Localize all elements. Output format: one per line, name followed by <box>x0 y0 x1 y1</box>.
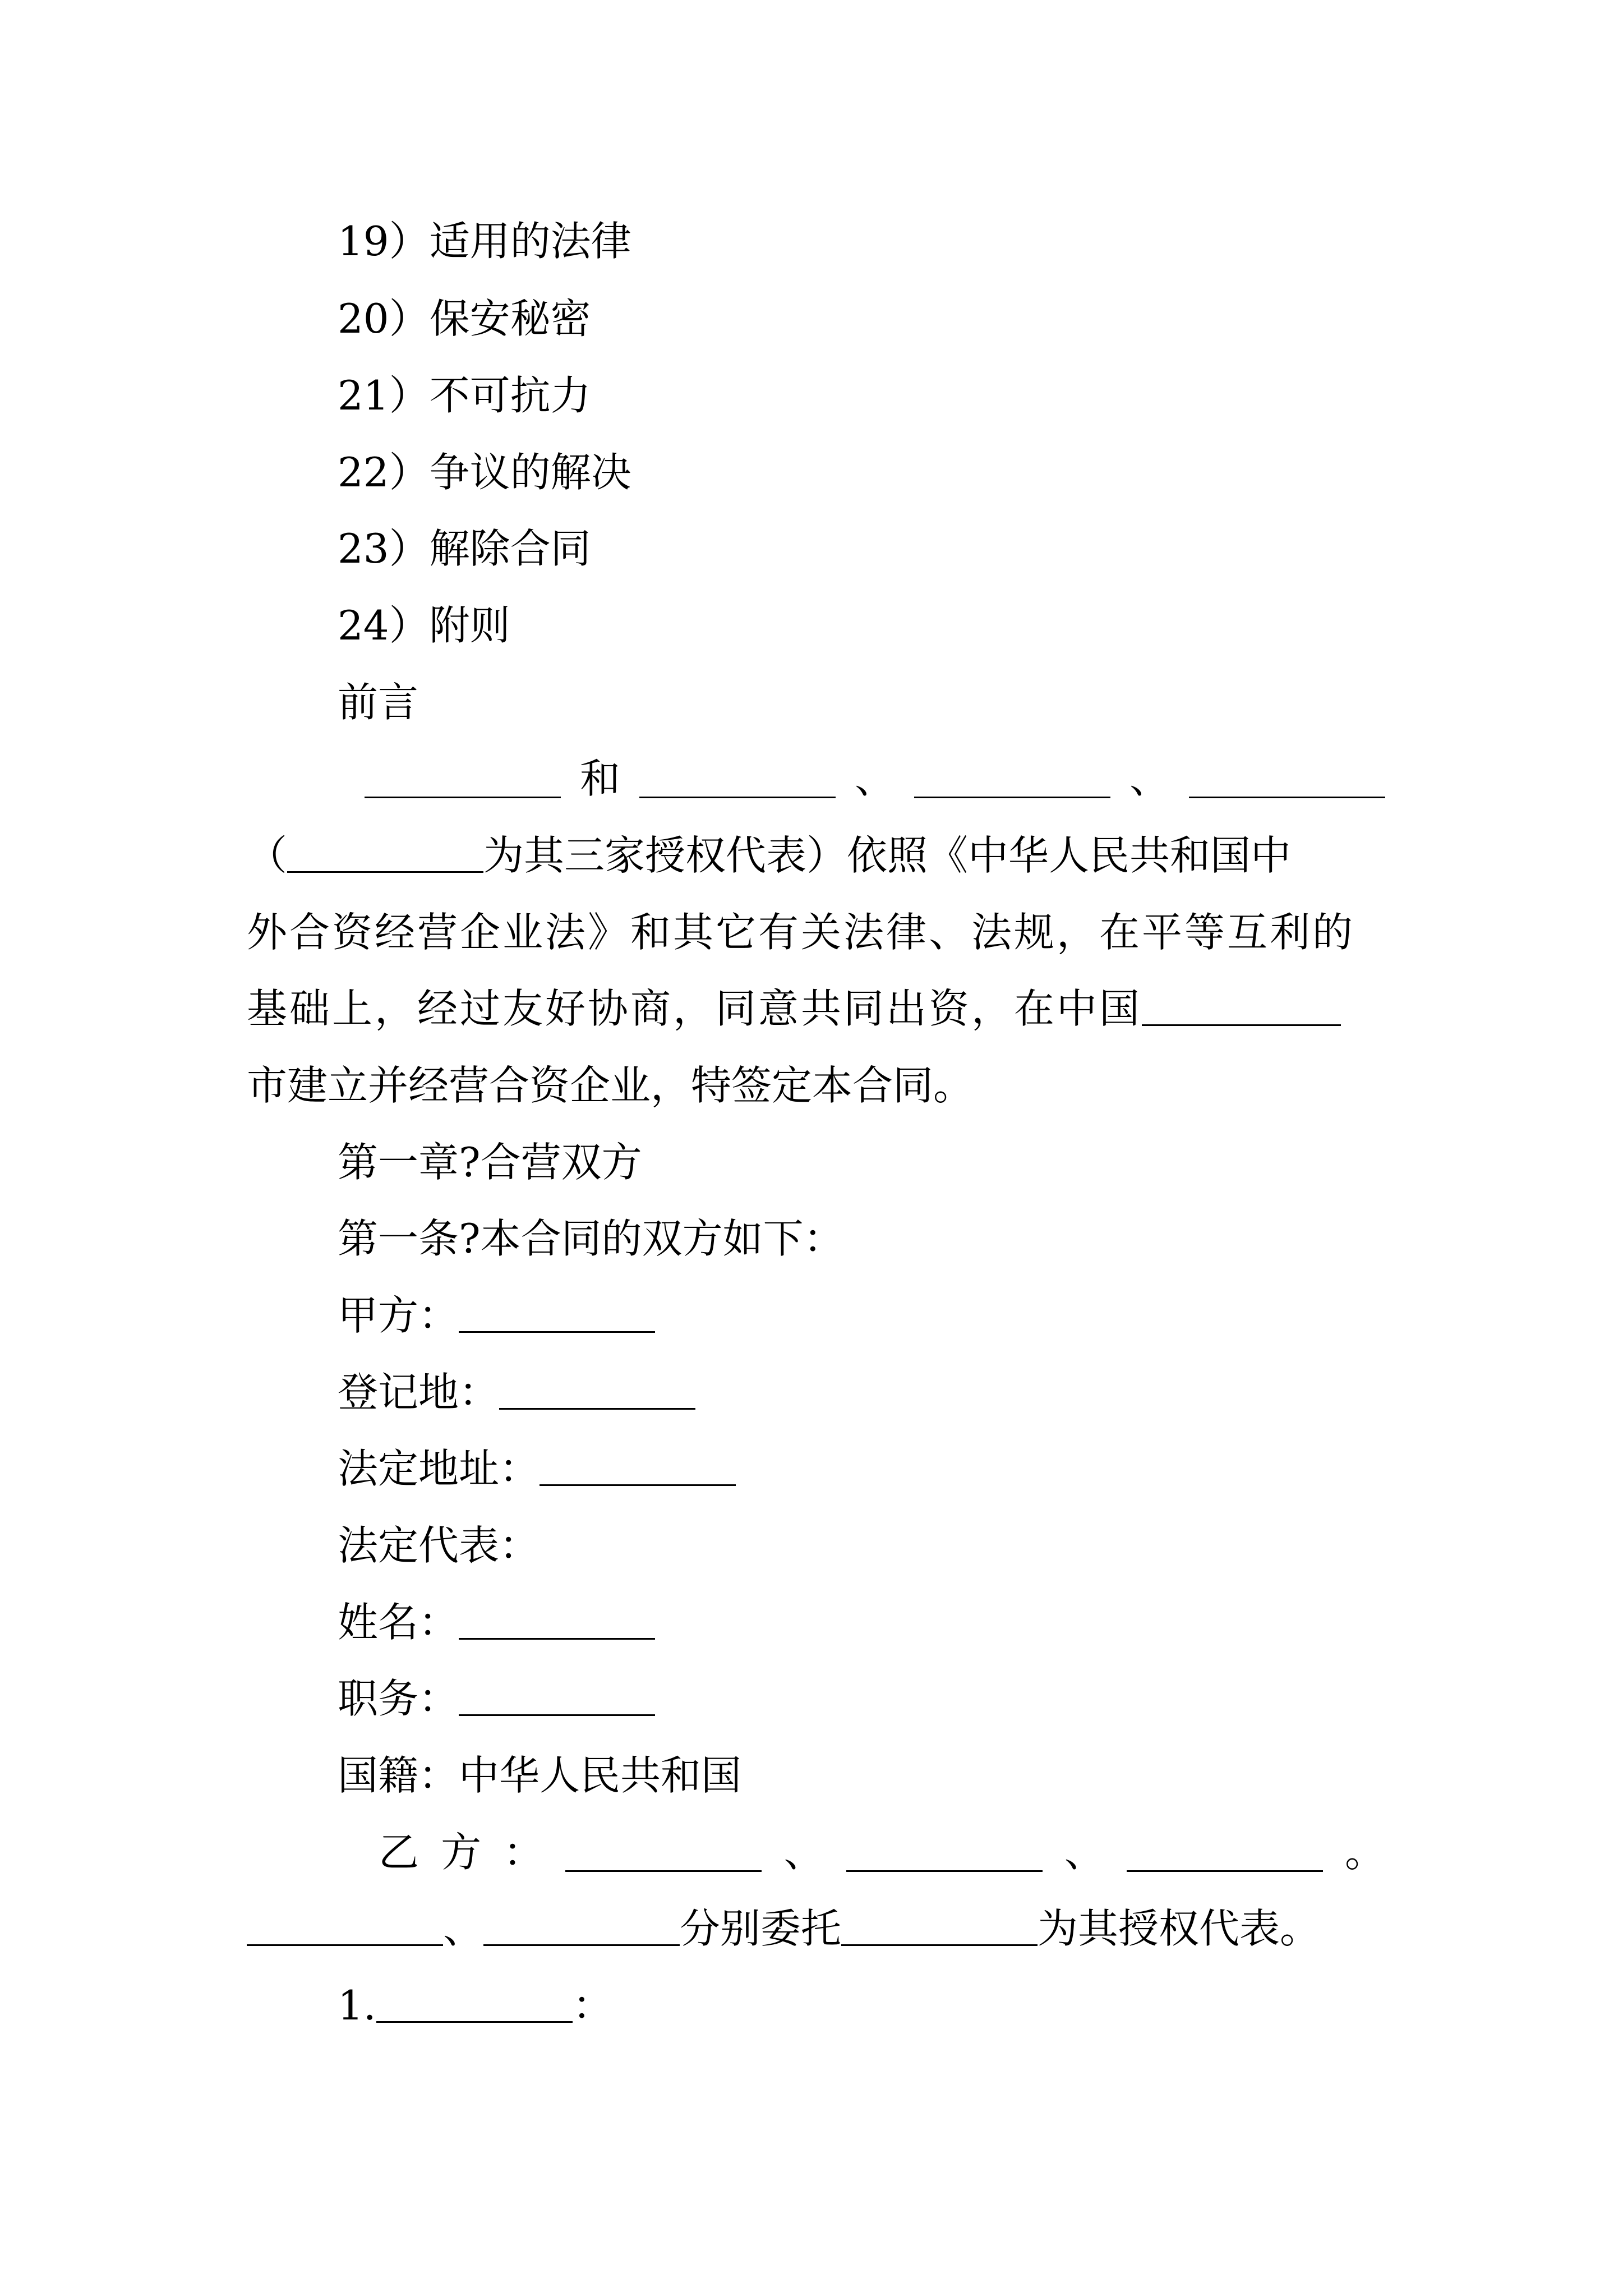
preface-line-5: 市建立并经营合资企业，特签定本合同。 <box>247 1062 974 1109</box>
blank-field[interactable] <box>846 1837 1043 1872</box>
registration-label: 登记地： <box>338 1369 500 1416</box>
name-line <box>338 1589 655 1656</box>
nationality-line: 国籍：中华人民共和国 <box>338 1752 742 1799</box>
blank-field[interactable] <box>459 1297 655 1333</box>
preface-line-2-text: 为其三家授权代表）依照《中华人民共和国中 <box>483 832 1292 879</box>
toc-item-21: 21）不可抗力 <box>338 372 591 419</box>
party-a-line <box>338 1282 655 1349</box>
preface-line-4-text: 基础上，经过友好协商，同意共同出资，在中国 <box>247 985 1142 1032</box>
blank-field[interactable] <box>483 1911 680 1946</box>
toc-item-24: 24）附则 <box>338 602 510 649</box>
blank-field[interactable] <box>287 838 483 873</box>
blank-field[interactable] <box>1142 991 1341 1026</box>
blank-field[interactable] <box>459 1681 655 1716</box>
blank-field[interactable] <box>1189 763 1385 798</box>
toc-item-22: 22）争议的解决 <box>338 449 631 496</box>
item-1-colon: ： <box>572 1982 613 2029</box>
address-line <box>338 1435 736 1502</box>
party-b-line-2-sep: 、 <box>443 1905 484 1952</box>
position-line <box>338 1665 655 1732</box>
party-b-sep: 、 <box>783 1829 824 1876</box>
document-page <box>247 0 1385 2296</box>
blank-field[interactable] <box>639 763 836 798</box>
blank-field[interactable] <box>841 1911 1038 1946</box>
blank-field[interactable] <box>540 1451 736 1486</box>
party-b-label-char: 方 <box>441 1829 482 1876</box>
preface-line-4 <box>247 975 1341 1042</box>
blank-field[interactable] <box>565 1837 762 1872</box>
party-b-line-2 <box>247 1895 1320 1962</box>
address-label: 法定地址： <box>338 1445 540 1492</box>
party-b-line-1 <box>247 1819 1385 1886</box>
preface-heading: 前言 <box>338 679 419 726</box>
preface-open-paren: （ <box>247 832 288 879</box>
blank-field[interactable] <box>247 1911 443 1946</box>
preface-line-3: 外合资经营企业法》和其它有关法律、法规，在平等互利的 <box>247 909 1355 956</box>
toc-item-20: 20）保安秘密 <box>338 295 591 342</box>
party-b-label-char: ： <box>503 1829 544 1876</box>
party-b-label-char: 乙 <box>379 1829 419 1876</box>
name-label: 姓名： <box>338 1599 459 1646</box>
party-b-line-2-end: 为其授权代表。 <box>1038 1905 1321 1952</box>
preface-and: 和 <box>579 755 620 802</box>
blank-field[interactable] <box>499 1374 695 1410</box>
blank-field[interactable] <box>1127 1837 1323 1872</box>
item-1-line <box>338 1972 613 2039</box>
party-b-end: 。 <box>1344 1829 1385 1876</box>
preface-line-1 <box>247 745 1385 812</box>
legal-rep-line: 法定代表： <box>338 1522 540 1569</box>
blank-field[interactable] <box>365 763 561 798</box>
blank-field[interactable] <box>459 1604 655 1640</box>
party-b-line-2-mid: 分别委托 <box>680 1905 842 1952</box>
item-1-number: 1. <box>338 1982 376 2029</box>
position-label: 职务： <box>338 1675 459 1722</box>
party-b-sep: 、 <box>1064 1829 1105 1876</box>
article-1-title: 第一条?本合同的双方如下： <box>338 1215 844 1262</box>
party-a-label: 甲方： <box>338 1292 459 1339</box>
toc-item-19: 19）适用的法律 <box>338 218 631 265</box>
preface-line-2 <box>247 822 1291 889</box>
chapter-1-title: 第一章?合营双方 <box>338 1139 642 1186</box>
registration-line <box>338 1359 695 1426</box>
preface-sep: 、 <box>854 755 895 802</box>
preface-sep: 、 <box>1129 755 1170 802</box>
toc-item-23: 23）解除合同 <box>338 525 591 572</box>
blank-field[interactable] <box>914 763 1110 798</box>
blank-field[interactable] <box>376 1987 573 2023</box>
